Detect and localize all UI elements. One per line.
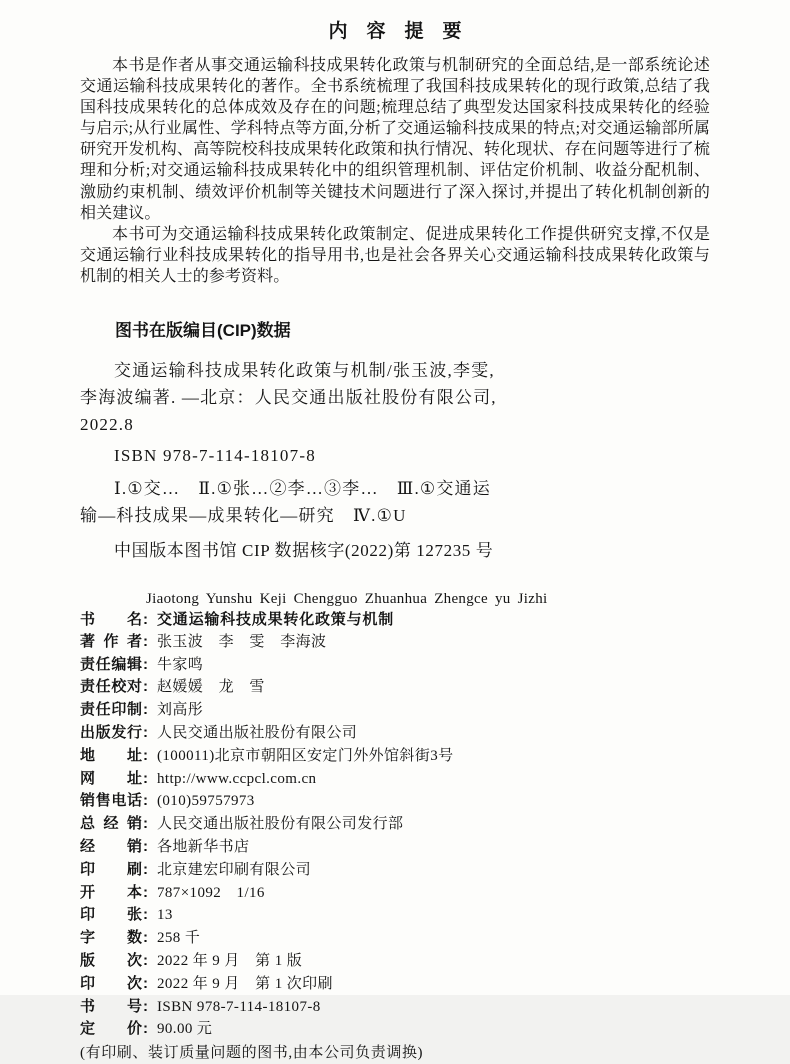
pinyin-title: Jiaotong Yunshu Keji Chengguo Zhuanhua Zhengce yu Jizhi xyxy=(146,591,548,608)
colophon-label: 责任校对 xyxy=(80,678,142,696)
colophon-label: 责任印制 xyxy=(80,701,142,719)
colophon-row xyxy=(80,790,710,813)
colophon-label: 地址 xyxy=(80,746,142,764)
colophon-row xyxy=(80,973,710,996)
colophon-row xyxy=(80,745,710,768)
colophon-value: (100011)北京市朝阳区安定门外外馆斜街3号 xyxy=(157,747,454,764)
colophon-row xyxy=(80,768,710,791)
colophon-value: 787×1092 1/16 xyxy=(157,884,265,901)
colophon-colon: : xyxy=(143,1020,148,1038)
colophon-row xyxy=(80,699,710,722)
colophon-colon: : xyxy=(143,838,148,855)
colophon-colon: : xyxy=(143,724,148,742)
colophon-value: 人民交通出版社股份有限公司发行部 xyxy=(157,816,404,833)
colophon-value: 张玉波 李 雯 李海波 xyxy=(157,633,327,650)
colophon-colon: : xyxy=(143,655,148,673)
colophon-value: 13 xyxy=(157,907,173,924)
colophon-row xyxy=(80,631,710,654)
colophon-label: 书号 xyxy=(80,997,142,1015)
colophon-row xyxy=(80,859,710,882)
cip-entry-line: 李海波编著. —北京：人民交通出版社股份有限公司, xyxy=(80,388,497,408)
colophon-value: ISBN 978-7-114-18107-8 xyxy=(157,998,321,1015)
colophon-row xyxy=(80,609,710,631)
colophon-row xyxy=(80,950,710,973)
colophon-label: 开本 xyxy=(80,883,142,901)
footer-note: (有印刷、装订质量问题的图书,由本公司负责调换) xyxy=(80,1045,424,1062)
colophon-value: (010)59757973 xyxy=(157,793,255,810)
colophon-label: 定价 xyxy=(80,1020,142,1038)
colophon-colon: : xyxy=(143,815,148,833)
colophon-row xyxy=(80,836,710,859)
colophon-row xyxy=(80,722,710,745)
colophon-row xyxy=(80,676,710,699)
cip-classification-line: Ⅰ.①交… Ⅱ.①张…②李…③李… Ⅲ.①交通运 xyxy=(114,479,491,499)
colophon-colon: : xyxy=(143,860,148,878)
colophon-value: 2022 年 9 月 第 1 版 xyxy=(157,952,303,969)
colophon-row xyxy=(80,996,710,1019)
colophon-row xyxy=(80,813,710,836)
colophon-colon: : xyxy=(143,792,148,810)
colophon-label: 销售电话 xyxy=(80,792,142,810)
colophon-colon: : xyxy=(143,951,148,969)
colophon-label: 版次 xyxy=(80,951,142,969)
cip-entry-line: 2022.8 xyxy=(80,415,134,435)
colophon-colon: : xyxy=(143,701,148,719)
colophon-row xyxy=(80,927,710,950)
cip-classification-line: 输—科技成果—成果转化—研究 Ⅳ.①U xyxy=(80,506,407,526)
cip-record-number: 中国版本图书馆 CIP 数据核字(2022)第 127235 号 xyxy=(114,541,494,561)
colophon-list xyxy=(80,609,710,1041)
summary-paragraph: 本书是作者从事交通运输科技成果转化政策与机制研究的全面总结,是一部系统论述交通运输科技成果转化的著作。全书系统梳理了我国科技成果转化的现行政策,总结了我国科技成果转化的总体成效及存在的问题;梳理总结了典型发达国家科技成果转化的经验与启示;从行业属性、学科特点等方面,分析了交通运输科技成果的特点;对交通运输部所属研究开发机构、高等院校科技成果转化政策和执行情况、转化现状、存在问题等进行了梳理和分析;对交通运输科技成果转化中的组织管理机制、评估定价机制、收益分配机制、激励约束机制、绩效评价机制等关键技术问题进行了深入探讨,并提出了转化机制创新的相关建议。 xyxy=(80,57,710,222)
colophon-label: 著作者 xyxy=(80,632,142,650)
colophon-colon: : xyxy=(143,974,148,992)
colophon-value: 牛家鸣 xyxy=(157,656,204,673)
colophon-label: 网址 xyxy=(80,769,142,787)
colophon-colon: : xyxy=(143,769,148,787)
colophon-label: 印次 xyxy=(80,974,142,992)
colophon-value: 2022 年 9 月 第 1 次印刷 xyxy=(157,975,333,992)
colophon-row xyxy=(80,882,710,905)
colophon-label: 印张 xyxy=(80,906,142,924)
colophon-label: 字数 xyxy=(80,929,142,947)
colophon-value: 人民交通出版社股份有限公司 xyxy=(157,725,358,742)
colophon-row xyxy=(80,654,710,677)
colophon-label: 总经销 xyxy=(80,815,142,833)
colophon-value: 赵媛媛 龙 雪 xyxy=(157,679,265,696)
colophon-value: 各地新华书店 xyxy=(157,839,250,855)
colophon-value: 90.00 元 xyxy=(157,1021,213,1038)
colophon-row xyxy=(80,1018,710,1041)
colophon-value: http://www.ccpcl.com.cn xyxy=(157,770,317,787)
colophon-value: 258 千 xyxy=(157,930,201,947)
cip-entry-line: 交通运输科技成果转化政策与机制/张玉波,李雯, xyxy=(114,361,495,381)
cip-isbn-line: ISBN 978-7-114-18107-8 xyxy=(114,446,316,466)
colophon-label: 责任编辑 xyxy=(80,655,142,673)
colophon-row xyxy=(80,904,710,927)
colophon-label: 出版发行 xyxy=(80,724,142,742)
colophon-label: 书名 xyxy=(80,611,142,629)
colophon-colon: : xyxy=(143,746,148,764)
colophon-colon: : xyxy=(143,929,148,947)
colophon-value: 刘高彤 xyxy=(157,702,204,719)
colophon-colon: : xyxy=(143,997,148,1015)
summary-paragraph: 本书可为交通运输科技成果转化政策制定、促进成果转化工作提供研究支撑,不仅是交通运输行业科技成果转化的指导用书,也是社会各界关心交通运输科技成果转化政策与机制的相关人士的参考资料。 xyxy=(80,225,710,285)
colophon-colon: : xyxy=(143,906,148,924)
colophon-colon: : xyxy=(143,632,148,650)
cip-header: 图书在版编目(CIP)数据 xyxy=(115,321,291,341)
colophon-value: 北京建宏印刷有限公司 xyxy=(157,861,312,878)
colophon-value: 交通运输科技成果转化政策与机制 xyxy=(157,611,395,629)
colophon-colon: : xyxy=(143,883,148,901)
colophon-colon: : xyxy=(143,611,148,629)
colophon-label: 印刷 xyxy=(80,860,142,878)
colophon-colon: : xyxy=(143,678,148,696)
page-title: 内 容 提 要 xyxy=(328,21,462,42)
colophon-label: 经销 xyxy=(80,838,142,855)
